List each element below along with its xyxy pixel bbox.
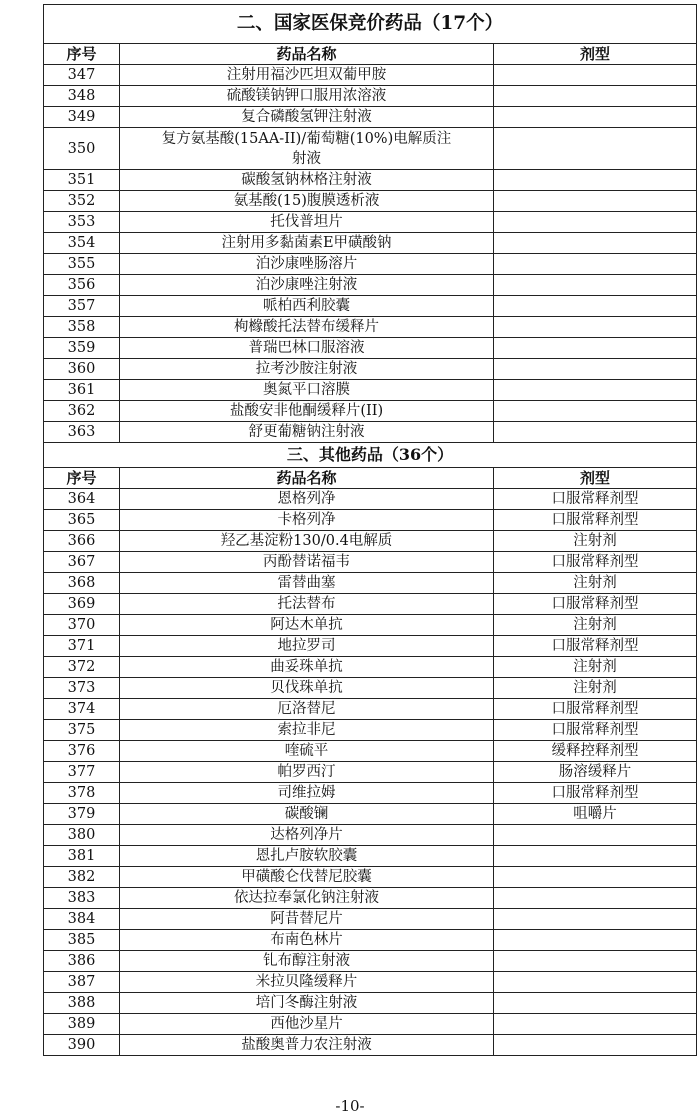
cell-dosage-form: [494, 867, 697, 888]
cell-dosage-form: 肠溶缓释片: [494, 762, 697, 783]
cell-drug-name: 贝伐珠单抗: [120, 678, 494, 699]
cell-drug-name: 舒更葡糖钠注射液: [120, 422, 494, 443]
cell-drug-name: 恩扎卢胺软胶囊: [120, 846, 494, 867]
cell-drug-name: 阿达木单抗: [120, 615, 494, 636]
cell-drug-name: 索拉非尼: [120, 720, 494, 741]
cell-drug-name: 布南色林片: [120, 930, 494, 951]
cell-no: 350: [44, 128, 120, 170]
table-row: [44, 993, 697, 1014]
cell-dosage-form: [494, 993, 697, 1014]
cell-drug-name: 泊沙康唑肠溶片: [120, 254, 494, 275]
table-row: [44, 762, 697, 783]
cell-dosage-form: 口服常释剂型: [494, 783, 697, 804]
cell-drug-name: 枸橼酸托法替布缓释片: [120, 317, 494, 338]
cell-no: 356: [44, 275, 120, 296]
table-row: [44, 972, 697, 993]
cell-drug-name: 恩格列净: [120, 489, 494, 510]
cell-no: 369: [44, 594, 120, 615]
cell-no: 375: [44, 720, 120, 741]
cell-no: 387: [44, 972, 120, 993]
cell-drug-name: 奥氮平口溶膜: [120, 380, 494, 401]
cell-no: 380: [44, 825, 120, 846]
cell-no: 378: [44, 783, 120, 804]
cell-dosage-form: [494, 233, 697, 254]
page-number: -10-: [335, 1097, 365, 1115]
table-row: [44, 846, 697, 867]
cell-dosage-form: [494, 254, 697, 275]
cell-drug-name: 拉考沙胺注射液: [120, 359, 494, 380]
cell-drug-name: 地拉罗司: [120, 636, 494, 657]
cell-drug-name: 丙酚替诺福韦: [120, 552, 494, 573]
cell-no: 374: [44, 699, 120, 720]
cell-no: 352: [44, 191, 120, 212]
col-header-no: 序号: [44, 468, 120, 489]
cell-dosage-form: [494, 972, 697, 993]
cell-dosage-form: 口服常释剂型: [494, 636, 697, 657]
table-row: [44, 783, 697, 804]
cell-no: 354: [44, 233, 120, 254]
table-row: [44, 552, 697, 573]
cell-no: 365: [44, 510, 120, 531]
table-row: [44, 489, 697, 510]
section-3-title: 三、其他药品（36个）: [44, 443, 697, 468]
cell-dosage-form: 注射剂: [494, 657, 697, 678]
table-row: [44, 359, 697, 380]
cell-drug-name: 钆布醇注射液: [120, 951, 494, 972]
cell-dosage-form: [494, 107, 697, 128]
cell-drug-name: 阿昔替尼片: [120, 909, 494, 930]
table-row: [44, 678, 697, 699]
cell-no: 347: [44, 65, 120, 86]
cell-dosage-form: [494, 359, 697, 380]
cell-no: 367: [44, 552, 120, 573]
table-row: [44, 930, 697, 951]
cell-drug-name: 碳酸氢钠林格注射液: [120, 170, 494, 191]
cell-no: 368: [44, 573, 120, 594]
table-row: [44, 86, 697, 107]
cell-dosage-form: 口服常释剂型: [494, 510, 697, 531]
section-3-title-row: [44, 443, 697, 468]
cell-dosage-form: [494, 1035, 697, 1056]
cell-no: 376: [44, 741, 120, 762]
cell-dosage-form: [494, 275, 697, 296]
cell-no: 362: [44, 401, 120, 422]
cell-drug-name: 盐酸奥普力农注射液: [120, 1035, 494, 1056]
cell-no: 381: [44, 846, 120, 867]
table-row: [44, 128, 697, 170]
cell-drug-name: 泊沙康唑注射液: [120, 275, 494, 296]
cell-drug-name: 西他沙星片: [120, 1014, 494, 1035]
cell-dosage-form: [494, 846, 697, 867]
section-2-header-row: [44, 44, 697, 65]
table-row: [44, 594, 697, 615]
table-row: [44, 1014, 697, 1035]
table-row: [44, 401, 697, 422]
cell-no: 389: [44, 1014, 120, 1035]
cell-drug-name: 曲妥珠单抗: [120, 657, 494, 678]
cell-drug-name: 司维拉姆: [120, 783, 494, 804]
cell-drug-name: 盐酸安非他酮缓释片(II): [120, 401, 494, 422]
cell-drug-name: 哌柏西利胶囊: [120, 296, 494, 317]
table-row: [44, 909, 697, 930]
table-row: [44, 107, 697, 128]
table-row: [44, 275, 697, 296]
cell-no: 372: [44, 657, 120, 678]
cell-drug-name: 培门冬酶注射液: [120, 993, 494, 1014]
cell-no: 358: [44, 317, 120, 338]
table-row: [44, 657, 697, 678]
cell-drug-name: 雷替曲塞: [120, 573, 494, 594]
cell-dosage-form: [494, 380, 697, 401]
table-row: [44, 741, 697, 762]
cell-no: 357: [44, 296, 120, 317]
table-row: [44, 867, 697, 888]
cell-drug-name: 托法替布: [120, 594, 494, 615]
cell-drug-name: 达格列净片: [120, 825, 494, 846]
table-row: [44, 699, 697, 720]
col-header-no: 序号: [44, 44, 120, 65]
cell-dosage-form: [494, 65, 697, 86]
drug-table: [43, 4, 697, 1056]
section-3-header-row: [44, 468, 697, 489]
cell-no: 349: [44, 107, 120, 128]
cell-drug-name: 碳酸镧: [120, 804, 494, 825]
cell-dosage-form: 注射剂: [494, 531, 697, 552]
table-row: [44, 191, 697, 212]
cell-no: 351: [44, 170, 120, 191]
cell-no: 360: [44, 359, 120, 380]
table-row: [44, 573, 697, 594]
cell-drug-name: 注射用福沙匹坦双葡甲胺: [120, 65, 494, 86]
cell-dosage-form: [494, 909, 697, 930]
cell-drug-name: 复方氨基酸(15AA-II)/葡萄糖(10%)电解质注射液: [120, 128, 494, 170]
cell-drug-name: 甲磺酸仑伐替尼胶囊: [120, 867, 494, 888]
cell-no: 388: [44, 993, 120, 1014]
cell-dosage-form: [494, 338, 697, 359]
cell-dosage-form: [494, 930, 697, 951]
table-row: [44, 1035, 697, 1056]
cell-no: 366: [44, 531, 120, 552]
cell-no: 373: [44, 678, 120, 699]
cell-dosage-form: [494, 888, 697, 909]
cell-drug-name: 羟乙基淀粉130/0.4电解质: [120, 531, 494, 552]
cell-drug-name: 帕罗西汀: [120, 762, 494, 783]
cell-no: 385: [44, 930, 120, 951]
cell-no: 386: [44, 951, 120, 972]
cell-drug-name: 卡格列净: [120, 510, 494, 531]
col-header-form: 剂型: [494, 44, 697, 65]
cell-no: 383: [44, 888, 120, 909]
table-row: [44, 317, 697, 338]
cell-drug-name: 米拉贝隆缓释片: [120, 972, 494, 993]
table-row: [44, 338, 697, 359]
cell-drug-name: 复合磷酸氢钾注射液: [120, 107, 494, 128]
table-row: [44, 65, 697, 86]
cell-dosage-form: [494, 825, 697, 846]
cell-dosage-form: 咀嚼片: [494, 804, 697, 825]
cell-drug-name: 普瑞巴林口服溶液: [120, 338, 494, 359]
cell-no: 371: [44, 636, 120, 657]
col-header-name: 药品名称: [120, 44, 494, 65]
cell-no: 382: [44, 867, 120, 888]
cell-drug-name: 喹硫平: [120, 741, 494, 762]
cell-drug-name: 硫酸镁钠钾口服用浓溶液: [120, 86, 494, 107]
cell-no: 363: [44, 422, 120, 443]
cell-no: 355: [44, 254, 120, 275]
table-row: [44, 296, 697, 317]
table-row: [44, 888, 697, 909]
table-row: [44, 804, 697, 825]
cell-dosage-form: [494, 86, 697, 107]
table-row: [44, 170, 697, 191]
cell-dosage-form: [494, 317, 697, 338]
cell-dosage-form: [494, 170, 697, 191]
cell-no: 353: [44, 212, 120, 233]
cell-dosage-form: [494, 422, 697, 443]
cell-no: 364: [44, 489, 120, 510]
cell-dosage-form: 口服常释剂型: [494, 720, 697, 741]
cell-dosage-form: 注射剂: [494, 615, 697, 636]
table-row: [44, 254, 697, 275]
table-row: [44, 636, 697, 657]
cell-no: 359: [44, 338, 120, 359]
cell-dosage-form: [494, 212, 697, 233]
cell-drug-name: 依达拉奉氯化钠注射液: [120, 888, 494, 909]
cell-dosage-form: 口服常释剂型: [494, 699, 697, 720]
cell-no: 390: [44, 1035, 120, 1056]
section-2-title-row: [44, 5, 697, 44]
col-header-name: 药品名称: [120, 468, 494, 489]
cell-no: 361: [44, 380, 120, 401]
cell-dosage-form: 口服常释剂型: [494, 489, 697, 510]
table-row: [44, 233, 697, 254]
cell-dosage-form: [494, 401, 697, 422]
cell-dosage-form: [494, 296, 697, 317]
cell-no: 379: [44, 804, 120, 825]
cell-no: 370: [44, 615, 120, 636]
cell-dosage-form: 口服常释剂型: [494, 594, 697, 615]
cell-dosage-form: 注射剂: [494, 678, 697, 699]
section-2-title: 二、国家医保竞价药品（17个）: [44, 5, 697, 44]
cell-drug-name: 氨基酸(15)腹膜透析液: [120, 191, 494, 212]
drug-list-table-sheet: [43, 4, 696, 1056]
table-row: [44, 951, 697, 972]
cell-drug-name: 厄洛替尼: [120, 699, 494, 720]
table-row: [44, 531, 697, 552]
table-row: [44, 510, 697, 531]
cell-dosage-form: [494, 951, 697, 972]
table-row: [44, 422, 697, 443]
cell-no: 384: [44, 909, 120, 930]
cell-dosage-form: [494, 1014, 697, 1035]
col-header-form: 剂型: [494, 468, 697, 489]
cell-dosage-form: 注射剂: [494, 573, 697, 594]
table-row: [44, 380, 697, 401]
cell-dosage-form: [494, 191, 697, 212]
cell-dosage-form: [494, 128, 697, 170]
cell-drug-name: 托伐普坦片: [120, 212, 494, 233]
table-row: [44, 825, 697, 846]
cell-no: 377: [44, 762, 120, 783]
cell-no: 348: [44, 86, 120, 107]
cell-dosage-form: 口服常释剂型: [494, 552, 697, 573]
table-row: [44, 615, 697, 636]
table-row: [44, 720, 697, 741]
cell-drug-name: 注射用多黏菌素E甲磺酸钠: [120, 233, 494, 254]
cell-dosage-form: 缓释控释剂型: [494, 741, 697, 762]
table-row: [44, 212, 697, 233]
